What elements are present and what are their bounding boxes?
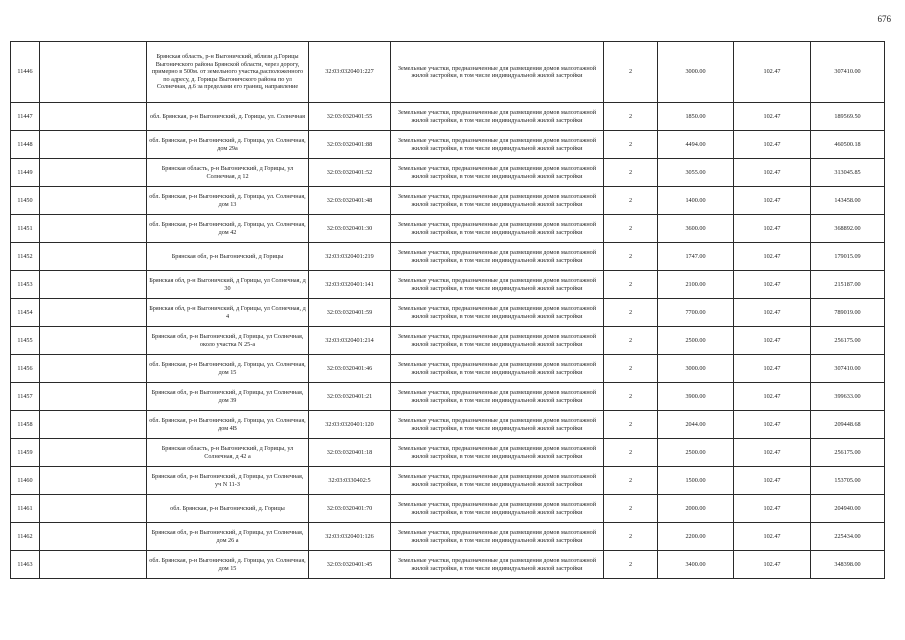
cadastral-value-cell: 189569.50 — [811, 103, 885, 131]
specific-value-cell: 102.47 — [734, 159, 811, 187]
land-use-cell: Земельные участки, предназначенные для размещения домов малоэтажной жилой застройки, в том числе индивидуальной жилой застройки — [391, 271, 604, 299]
empty-cell — [40, 42, 147, 103]
specific-value-cell: 102.47 — [734, 215, 811, 243]
address-cell: Брянская обл, р-н Выгоничский, д Горицы, ул Солнечная, дом 39 — [147, 383, 309, 411]
row-number-cell: 11450 — [11, 187, 40, 215]
land-use-cell: Земельные участки, предназначенные для размещения домов малоэтажной жилой застройки, в том числе индивидуальной жилой застройки — [391, 187, 604, 215]
row-number-cell: 11458 — [11, 411, 40, 439]
area-cell: 4494.00 — [658, 131, 734, 159]
group-cell: 2 — [604, 243, 658, 271]
specific-value-cell: 102.47 — [734, 243, 811, 271]
land-use-cell: Земельные участки, предназначенные для размещения домов малоэтажной жилой застройки, в том числе индивидуальной жилой застройки — [391, 383, 604, 411]
address-cell: Брянская обл, р-н Выгоничский, д Горицы, ул Солнечная, около участка N 25-а — [147, 327, 309, 355]
table-row — [11, 42, 885, 103]
group-cell: 2 — [604, 187, 658, 215]
address-cell: обл. Брянская, р-н Выгоничский, д. Горицы, ул. Солнечная, дом 13 — [147, 187, 309, 215]
area-cell: 2044.00 — [658, 411, 734, 439]
table-row — [11, 131, 885, 159]
cadastral-value-cell: 789019.00 — [811, 299, 885, 327]
address-cell: обл. Брянская, р-н Выгоничский, д. Горицы, ул. Солнечная — [147, 103, 309, 131]
address-cell: Брянская обл, р-н Выгоничский, д Горицы — [147, 243, 309, 271]
specific-value-cell: 102.47 — [734, 299, 811, 327]
address-cell: Брянская обл, р-н Выгоничский, д Горицы, ул Солнечная, д 4 — [147, 299, 309, 327]
cadastral-number-cell: 32:03:0320401:126 — [309, 523, 391, 551]
table-row — [11, 215, 885, 243]
table-row — [11, 523, 885, 551]
group-cell: 2 — [604, 271, 658, 299]
area-cell: 3000.00 — [658, 355, 734, 383]
empty-cell — [40, 299, 147, 327]
land-use-cell: Земельные участки, предназначенные для размещения домов малоэтажной жилой застройки, в том числе индивидуальной жилой застройки — [391, 299, 604, 327]
area-cell: 3600.00 — [658, 215, 734, 243]
row-number-cell: 11460 — [11, 467, 40, 495]
group-cell: 2 — [604, 215, 658, 243]
empty-cell — [40, 355, 147, 383]
specific-value-cell: 102.47 — [734, 439, 811, 467]
empty-cell — [40, 523, 147, 551]
specific-value-cell: 102.47 — [734, 383, 811, 411]
group-cell: 2 — [604, 439, 658, 467]
table-row — [11, 411, 885, 439]
cadastral-value-cell: 143458.00 — [811, 187, 885, 215]
specific-value-cell: 102.47 — [734, 103, 811, 131]
table-row — [11, 355, 885, 383]
group-cell: 2 — [604, 523, 658, 551]
table-row — [11, 439, 885, 467]
row-number-cell: 11448 — [11, 131, 40, 159]
area-cell: 2500.00 — [658, 327, 734, 355]
empty-cell — [40, 271, 147, 299]
empty-cell — [40, 187, 147, 215]
land-use-cell: Земельные участки, предназначенные для размещения домов малоэтажной жилой застройки, в том числе индивидуальной жилой застройки — [391, 467, 604, 495]
cadastral-number-cell: 32:03:0320401:219 — [309, 243, 391, 271]
group-cell: 2 — [604, 299, 658, 327]
table-row — [11, 327, 885, 355]
cadastral-value-cell: 215187.00 — [811, 271, 885, 299]
area-cell: 2500.00 — [658, 439, 734, 467]
cadastral-value-cell: 348398.00 — [811, 551, 885, 579]
cadastral-number-cell: 32:03:0320401:55 — [309, 103, 391, 131]
land-use-cell: Земельные участки, предназначенные для размещения домов малоэтажной жилой застройки, в том числе индивидуальной жилой застройки — [391, 495, 604, 523]
area-cell: 3000.00 — [658, 42, 734, 103]
cadastral-number-cell: 32:03:0320401:214 — [309, 327, 391, 355]
empty-cell — [40, 439, 147, 467]
specific-value-cell: 102.47 — [734, 271, 811, 299]
empty-cell — [40, 495, 147, 523]
table-row — [11, 271, 885, 299]
area-cell: 3055.00 — [658, 159, 734, 187]
row-number-cell: 11456 — [11, 355, 40, 383]
cadastral-number-cell: 32:03:0320401:120 — [309, 411, 391, 439]
address-cell: обл. Брянская, р-н Выгоничский, д. Горицы — [147, 495, 309, 523]
cadastral-value-cell: 225434.00 — [811, 523, 885, 551]
land-use-cell: Земельные участки, предназначенные для размещения домов малоэтажной жилой застройки, в том числе индивидуальной жилой застройки — [391, 523, 604, 551]
cadastral-number-cell: 32:03:0320401:141 — [309, 271, 391, 299]
cadastral-number-cell: 32:03:0320401:45 — [309, 551, 391, 579]
address-cell: Брянская обл, р-н Выгоничский, д Горицы, ул Солнечная, д 30 — [147, 271, 309, 299]
row-number-cell: 11451 — [11, 215, 40, 243]
cadastral-number-cell: 32:03:0320401:18 — [309, 439, 391, 467]
land-use-cell: Земельные участки, предназначенные для размещения домов малоэтажной жилой застройки, в том числе индивидуальной жилой застройки — [391, 42, 604, 103]
empty-cell — [40, 215, 147, 243]
table-row — [11, 467, 885, 495]
cadastral-number-cell: 32:03:0320401:30 — [309, 215, 391, 243]
empty-cell — [40, 383, 147, 411]
cadastral-value-cell: 256175.00 — [811, 439, 885, 467]
group-cell: 2 — [604, 355, 658, 383]
cadastral-number-cell: 32:03:0320401:52 — [309, 159, 391, 187]
area-cell: 1747.00 — [658, 243, 734, 271]
land-use-cell: Земельные участки, предназначенные для размещения домов малоэтажной жилой застройки, в том числе индивидуальной жилой застройки — [391, 327, 604, 355]
row-number-cell: 11454 — [11, 299, 40, 327]
area-cell: 7700.00 — [658, 299, 734, 327]
specific-value-cell: 102.47 — [734, 411, 811, 439]
address-cell: Брянская обл, р-н Выгоничский, д Горицы, ул Солнечная, уч N 11-З — [147, 467, 309, 495]
address-cell: обл. Брянская, р-н Выгоничский, д. Горицы, ул. Солнечная, дом 29а — [147, 131, 309, 159]
specific-value-cell: 102.47 — [734, 327, 811, 355]
empty-cell — [40, 159, 147, 187]
address-cell: Брянская область, р-н Выгоничский, д Горицы, ул Солнечная, д 12 — [147, 159, 309, 187]
cadastral-number-cell: 32:03:0320401:227 — [309, 42, 391, 103]
area-cell: 1400.00 — [658, 187, 734, 215]
land-use-cell: Земельные участки, предназначенные для размещения домов малоэтажной жилой застройки, в том числе индивидуальной жилой застройки — [391, 131, 604, 159]
empty-cell — [40, 131, 147, 159]
row-number-cell: 11452 — [11, 243, 40, 271]
group-cell: 2 — [604, 467, 658, 495]
table-row — [11, 495, 885, 523]
address-cell: обл. Брянская, р-н Выгоничский, д. Горицы, ул. Солнечная, дом 15 — [147, 355, 309, 383]
cadastral-value-cell: 153705.00 — [811, 467, 885, 495]
specific-value-cell: 102.47 — [734, 355, 811, 383]
cadastral-value-cell: 209448.68 — [811, 411, 885, 439]
table-row — [11, 551, 885, 579]
land-use-cell: Земельные участки, предназначенные для размещения домов малоэтажной жилой застройки, в том числе индивидуальной жилой застройки — [391, 439, 604, 467]
row-number-cell: 11461 — [11, 495, 40, 523]
group-cell: 2 — [604, 383, 658, 411]
group-cell: 2 — [604, 411, 658, 439]
land-use-cell: Земельные участки, предназначенные для размещения домов малоэтажной жилой застройки, в том числе индивидуальной жилой застройки — [391, 243, 604, 271]
address-cell: Брянская область, р-н Выгоничский, вблизи д.Горицы Выгоничского района Брянской области, через дорогу, примерно в 500м. от земельного участка,расположенного по адресу, д. Горицы Выгоничского района по ул Солнечная, д.6 за пределами его границ, направление — [147, 42, 309, 103]
specific-value-cell: 102.47 — [734, 42, 811, 103]
area-cell: 3900.00 — [658, 383, 734, 411]
cadastral-number-cell: 32:03:0320401:21 — [309, 383, 391, 411]
group-cell: 2 — [604, 103, 658, 131]
address-cell: Брянская область, р-н Выгоничский, д Горицы, ул Солнечная, д 42 а — [147, 439, 309, 467]
row-number-cell: 11462 — [11, 523, 40, 551]
table-row — [11, 243, 885, 271]
address-cell: обл. Брянская, р-н Выгоничский, д. Горицы, ул. Солнечная, дом 42 — [147, 215, 309, 243]
cadastral-value-table — [10, 41, 885, 579]
area-cell: 2000.00 — [658, 495, 734, 523]
table-row — [11, 159, 885, 187]
table-row — [11, 187, 885, 215]
land-use-cell: Земельные участки, предназначенные для размещения домов малоэтажной жилой застройки, в том числе индивидуальной жилой застройки — [391, 355, 604, 383]
row-number-cell: 11457 — [11, 383, 40, 411]
specific-value-cell: 102.47 — [734, 131, 811, 159]
cadastral-value-cell: 460500.18 — [811, 131, 885, 159]
empty-cell — [40, 243, 147, 271]
cadastral-number-cell: 32:03:0320401:59 — [309, 299, 391, 327]
cadastral-value-cell: 307410.00 — [811, 42, 885, 103]
group-cell: 2 — [604, 551, 658, 579]
land-use-cell: Земельные участки, предназначенные для размещения домов малоэтажной жилой застройки, в том числе индивидуальной жилой застройки — [391, 215, 604, 243]
land-use-cell: Земельные участки, предназначенные для размещения домов малоэтажной жилой застройки, в том числе индивидуальной жилой застройки — [391, 411, 604, 439]
page-number: 676 — [877, 14, 891, 24]
row-number-cell: 11455 — [11, 327, 40, 355]
address-cell: обл. Брянская, р-н Выгоничский, д. Горицы, ул. Солнечная, дом 4В — [147, 411, 309, 439]
cadastral-number-cell: 32:03:0330402:5 — [309, 467, 391, 495]
area-cell: 1500.00 — [658, 467, 734, 495]
row-number-cell: 11463 — [11, 551, 40, 579]
area-cell: 1850.00 — [658, 103, 734, 131]
cadastral-value-cell: 368892.00 — [811, 215, 885, 243]
empty-cell — [40, 467, 147, 495]
address-cell: обл. Брянская, р-н Выгоничский, д. Горицы, ул. Солнечная, дом 15 — [147, 551, 309, 579]
empty-cell — [40, 551, 147, 579]
cadastral-value-cell: 399633.00 — [811, 383, 885, 411]
specific-value-cell: 102.47 — [734, 467, 811, 495]
row-number-cell: 11447 — [11, 103, 40, 131]
cadastral-number-cell: 32:03:0320401:70 — [309, 495, 391, 523]
land-use-cell: Земельные участки, предназначенные для размещения домов малоэтажной жилой застройки, в том числе индивидуальной жилой застройки — [391, 551, 604, 579]
land-use-cell: Земельные участки, предназначенные для размещения домов малоэтажной жилой застройки, в том числе индивидуальной жилой застройки — [391, 103, 604, 131]
cadastral-value-cell: 179015.09 — [811, 243, 885, 271]
specific-value-cell: 102.47 — [734, 523, 811, 551]
group-cell: 2 — [604, 159, 658, 187]
address-cell: Брянская обл, р-н Выгоничский, д Горицы, ул Солнечная, дом 26 а — [147, 523, 309, 551]
land-use-cell: Земельные участки, предназначенные для размещения домов малоэтажной жилой застройки, в том числе индивидуальной жилой застройки — [391, 159, 604, 187]
area-cell: 2100.00 — [658, 271, 734, 299]
group-cell: 2 — [604, 131, 658, 159]
specific-value-cell: 102.47 — [734, 551, 811, 579]
cadastral-value-cell: 204940.00 — [811, 495, 885, 523]
row-number-cell: 11449 — [11, 159, 40, 187]
table-row — [11, 299, 885, 327]
group-cell: 2 — [604, 327, 658, 355]
table-row — [11, 383, 885, 411]
cadastral-number-cell: 32:03:0320401:88 — [309, 131, 391, 159]
specific-value-cell: 102.47 — [734, 187, 811, 215]
row-number-cell: 11446 — [11, 42, 40, 103]
row-number-cell: 11459 — [11, 439, 40, 467]
table-row — [11, 103, 885, 131]
cadastral-number-cell: 32:03:0320401:46 — [309, 355, 391, 383]
cadastral-value-cell: 256175.00 — [811, 327, 885, 355]
empty-cell — [40, 327, 147, 355]
specific-value-cell: 102.47 — [734, 495, 811, 523]
area-cell: 3400.00 — [658, 551, 734, 579]
empty-cell — [40, 411, 147, 439]
empty-cell — [40, 103, 147, 131]
cadastral-number-cell: 32:03:0320401:48 — [309, 187, 391, 215]
row-number-cell: 11453 — [11, 271, 40, 299]
area-cell: 2200.00 — [658, 523, 734, 551]
cadastral-value-cell: 307410.00 — [811, 355, 885, 383]
table-body — [11, 42, 885, 579]
cadastral-value-cell: 313045.85 — [811, 159, 885, 187]
group-cell: 2 — [604, 495, 658, 523]
group-cell: 2 — [604, 42, 658, 103]
